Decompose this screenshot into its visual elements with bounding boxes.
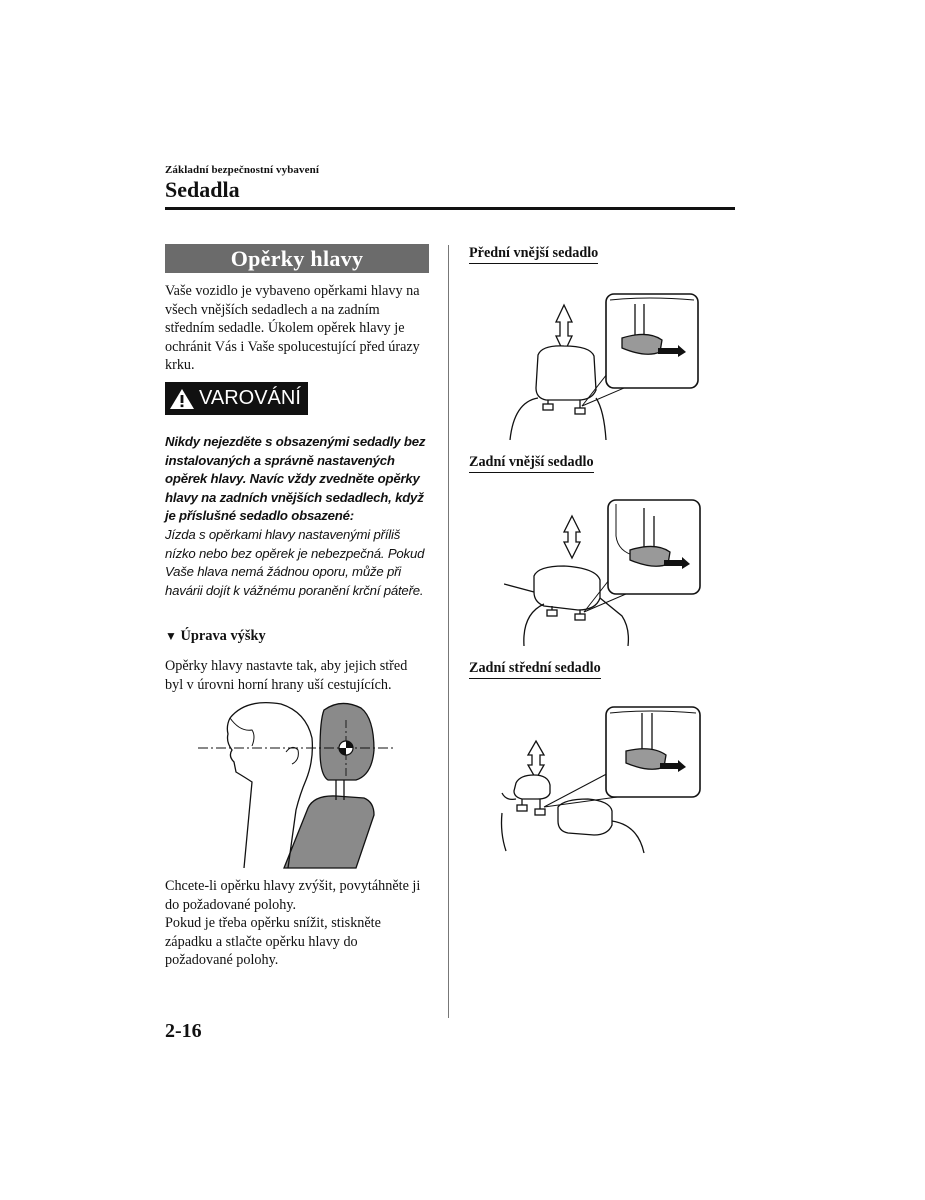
triangle-down-icon: ▼ [165,629,177,643]
head-position-illustration [196,690,406,870]
raise-paragraph: Chcete-li opěrku hlavy zvýšit, povytáhněte ji do požadované polohy. [165,878,421,913]
label-rear-outer-seat: Zadní vnější sedadlo [469,454,594,473]
page-number: 2-16 [165,1020,202,1042]
label-rear-center-seat: Zadní střední sedadlo [469,660,601,679]
title-divider [165,207,735,210]
page-title: Sedadla [165,177,240,202]
column-divider [448,245,449,1018]
intro-paragraph: Vaše vozidlo je vybaveno opěrkami hlavy na všech vnějších sedadlech a na zadním středním sedadle. Úkolem opěrek hlavy je ochránit Vás i Vaše spolucestující před úrazy krku. [165,283,420,374]
rear-center-seat-illustration [498,703,703,863]
section-heading: Opěrky hlavy [165,244,429,273]
breadcrumb: Základní bezpečnostní vybavení [165,164,319,176]
label-front-outer-seat: Přední vnější sedadlo [469,245,598,264]
warning-bold-text: Nikdy nejezděte s obsazenými sedadly bez instalovaných a správně nastavených opěrek hlavy. Navíc vždy zvedněte opěrky hlavy na zadních vnějších sedadlech, když je příslušné sedadlo obsazené: [165,434,426,524]
warning-text [165,433,433,600]
subheading-height-adjust [165,628,266,645]
warning-label: VAROVÁNÍ [199,387,301,409]
subheading-label: Úprava výšky [180,628,266,644]
front-seat-illustration [498,290,703,440]
lower-paragraph: Pokud je třeba opěrku snížit, stiskněte západku a stlačte opěrku hlavy do požadované polohy. [165,915,381,969]
warning-badge [165,382,308,415]
rear-outer-seat-illustration [504,496,704,646]
warning-body-text: Jízda s opěrkami hlavy nastavenými příliš nízko nebo bez opěrek je nebezpečná. Pokud Vaše hlava nemá žádnou oporu, může při havárii dojít k vážnému poranění krční páteře. [165,526,425,598]
warning-triangle-icon [169,387,195,411]
adjust-paragraph: Opěrky hlavy nastavte tak, aby jejich střed byl v úrovni horní hrany uší cestujících. [165,658,408,693]
